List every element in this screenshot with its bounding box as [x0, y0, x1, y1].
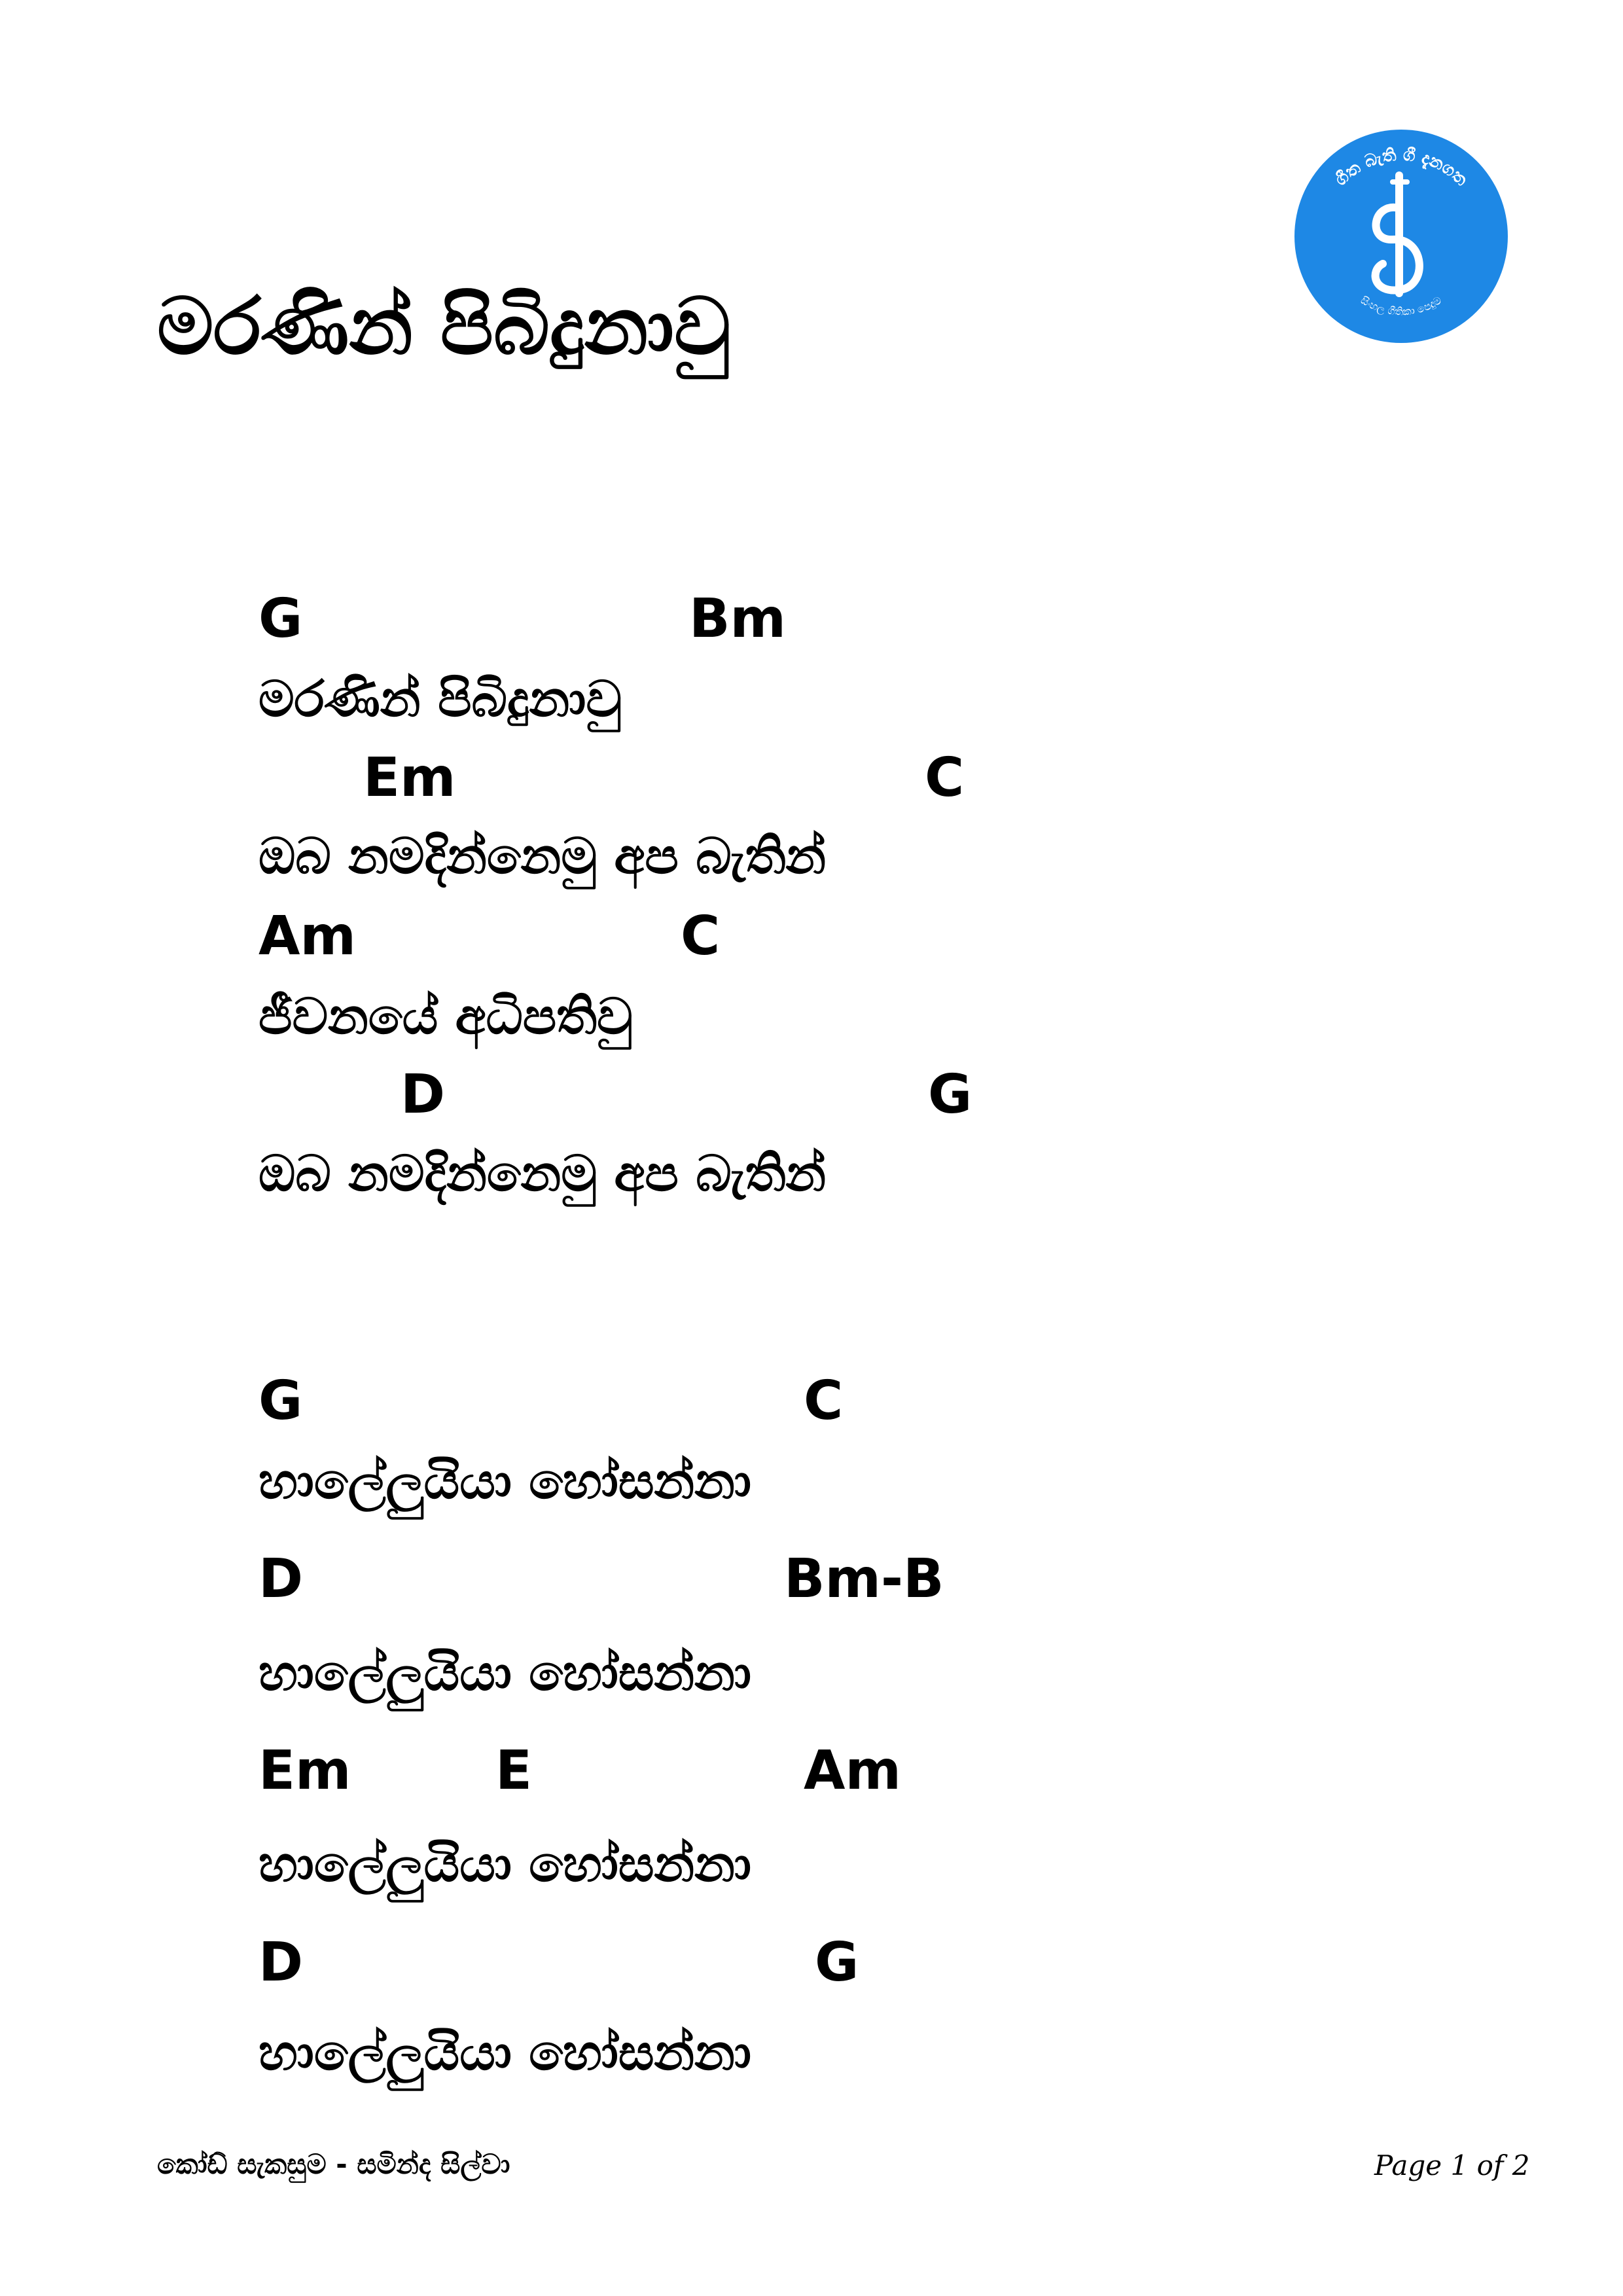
- lyric-line: ඔබ නමදින්නෙමු අප බැතින්: [259, 827, 827, 885]
- lyric-line: හාලේලුයියා හෝසන්නා: [259, 1835, 751, 1893]
- logo: [1294, 130, 1508, 343]
- lyric-line: හාලේලුයියා හෝසන්නා: [259, 2023, 751, 2081]
- chord: C: [681, 905, 721, 967]
- chord: Em: [259, 1740, 351, 1802]
- song-title: මරණින් පිබිදුනාවු: [157, 281, 731, 372]
- chord: G: [928, 1064, 972, 1126]
- lyric-line: ජීවනයේ අධිපතිවු: [259, 987, 633, 1045]
- lyric-line: ඔබ නමදින්නෙමු අප බැතින්: [259, 1144, 827, 1202]
- chord: Bm-B: [784, 1548, 944, 1610]
- chord: Bm: [689, 588, 786, 650]
- chord: C: [925, 747, 965, 809]
- chord: G: [259, 588, 303, 650]
- chord: Am: [259, 905, 356, 967]
- logo-arc-text-bottom: සිංහල ගීතිකා පෙදුම: [1358, 293, 1444, 318]
- chord: G: [815, 1931, 859, 1994]
- lyric-line: හාලේලුයියා හෝසන්නා: [259, 1452, 751, 1510]
- chord: G: [259, 1370, 303, 1432]
- chord: D: [259, 1548, 304, 1610]
- chord: D: [259, 1931, 304, 1994]
- footer-credit: කෝඩ් සැකසුම - සමින්ද සිල්වා: [157, 2148, 510, 2180]
- logo-arc-text-top: ගීත බැති ගී දැනගත: [1330, 145, 1471, 190]
- chord: C: [804, 1370, 844, 1432]
- chord: Em: [363, 747, 456, 809]
- chord: Am: [804, 1740, 901, 1802]
- lyric-line: හාලේලුයියා හෝසන්නා: [259, 1643, 751, 1702]
- lyric-line: මරණින් පිබිදුනාවු: [259, 670, 622, 728]
- chord: E: [495, 1740, 533, 1802]
- chord: D: [401, 1064, 446, 1126]
- page-number: Page 1 of 2: [1374, 2149, 1530, 2181]
